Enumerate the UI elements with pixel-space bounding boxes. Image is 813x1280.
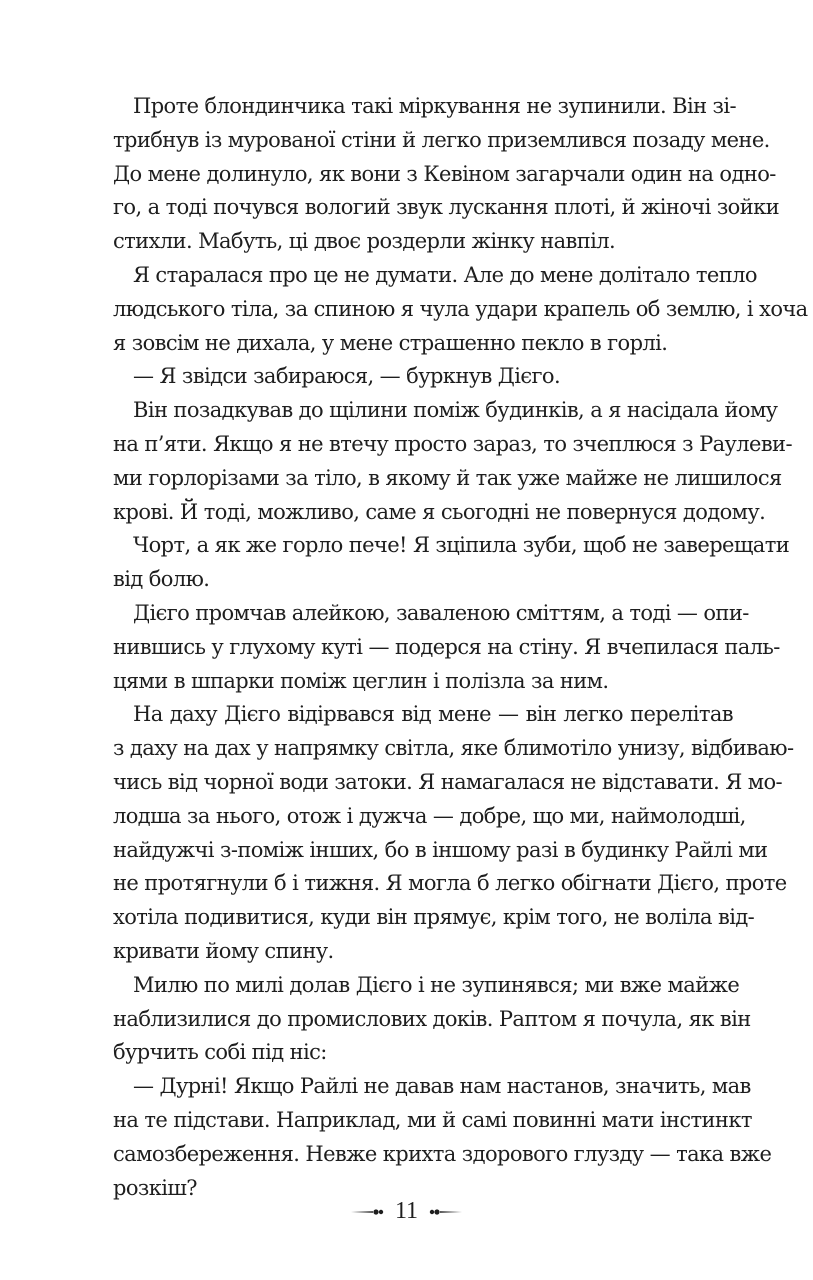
text-line: я зовсім не дихала, у мене страшенно пекло в горлі. <box>113 330 668 355</box>
text-line: ми горлорізами за тіло, в якому й так уже майже не лишилося <box>113 465 782 490</box>
text-line: — Дурні! Якщо Райлі не давав нам настанов, значить, мав <box>133 1074 751 1099</box>
right-ornament-icon <box>428 1207 462 1217</box>
text-line: розкіш? <box>113 1175 197 1200</box>
text-line: людського тіла, за спиною я чула удари крапель об землю, і хоча <box>113 296 808 321</box>
text-line: від болю. <box>113 567 210 592</box>
paragraph <box>113 969 751 1070</box>
text-line: — Я звідси забираюся, — буркнув Дієго. <box>133 364 561 389</box>
text-line: нившись у глухому куті — подерся на стіну. Я вчепилася паль- <box>113 634 780 659</box>
paragraph <box>113 1070 772 1205</box>
text-line: Милю по милі долав Дієго і не зупинявся; ми вже майже <box>133 972 740 997</box>
paragraph <box>113 90 780 259</box>
text-line: На даху Дієго відірвався від мене — він легко перелітав <box>133 702 733 727</box>
text-line: не протягнули б і тижня. Я могла б легко обігнати Дієго, проте <box>113 871 787 896</box>
text-line: найдужчі з-поміж інших, бо в іншому разі в будинку Райлі ми <box>113 837 768 862</box>
text-line: самозбереження. Невже крихта здорового глузду — така вже <box>113 1141 772 1166</box>
page-footer <box>0 1198 813 1225</box>
text-line: наблизилися до промислових доків. Раптом я почула, як він <box>113 1006 751 1031</box>
text-line: кривати йому спину. <box>113 938 334 963</box>
text-line: До мене долинуло, як вони з Кевіном загарчали один на одно- <box>113 161 776 186</box>
paragraph <box>113 698 794 968</box>
text-line: з даху на дах у напрямку світла, яке блимотіло унизу, відбиваю- <box>113 736 794 761</box>
book-text <box>113 90 808 1205</box>
text-line: бурчить собі під ніс: <box>113 1040 327 1065</box>
text-line: чись від чорної води затоки. Я намагалася не відставати. Я мо- <box>113 769 783 794</box>
text-line: крові. Й тоді, можливо, саме я сьогодні не повернуся додому. <box>113 499 766 524</box>
paragraph <box>113 597 780 698</box>
page-number: 11 <box>394 1198 419 1224</box>
text-line: цями в шпарки поміж цеглин і полізла за ним. <box>113 668 609 693</box>
text-line: Дієго промчав алейкою, заваленою сміттям, а тоді — опи- <box>133 600 749 625</box>
text-line: на те підстави. Наприклад, ми й самі повинні мати інстинкт <box>113 1107 752 1132</box>
text-line: трибнув із мурованої стіни й легко приземлився позаду мене. <box>113 127 770 152</box>
paragraph <box>113 360 733 394</box>
paragraph <box>113 529 790 597</box>
text-line: на п’яти. Якщо я не втечу просто зараз, то зчеплюся з Раулеви- <box>113 431 792 456</box>
left-ornament-icon <box>351 1207 385 1217</box>
text-line: Я старалася про це не думати. Але до мене долітало тепло <box>133 262 757 287</box>
paragraph <box>113 259 808 360</box>
text-line: Він позадкував до щілини поміж будинків, а я насідала йому <box>133 398 778 423</box>
text-line: хотіла подивитися, куди він прямує, крім того, не воліла від- <box>113 905 755 930</box>
text-line: Проте блондинчика такі міркування не зупинили. Він зі- <box>133 94 737 118</box>
text-line: лодша за нього, отож і дужча — добре, що ми, наймолодші, <box>113 803 746 828</box>
text-line: стихли. Мабуть, ці двоє роздерли жінку навпіл. <box>113 229 616 254</box>
text-line: Чорт, а як же горло пече! Я зціпила зуби, щоб не заверещати <box>133 533 790 558</box>
text-line: го, а тоді почувся вологий звук лускання плоті, й жіночі зойки <box>113 195 780 220</box>
paragraph <box>113 394 792 529</box>
